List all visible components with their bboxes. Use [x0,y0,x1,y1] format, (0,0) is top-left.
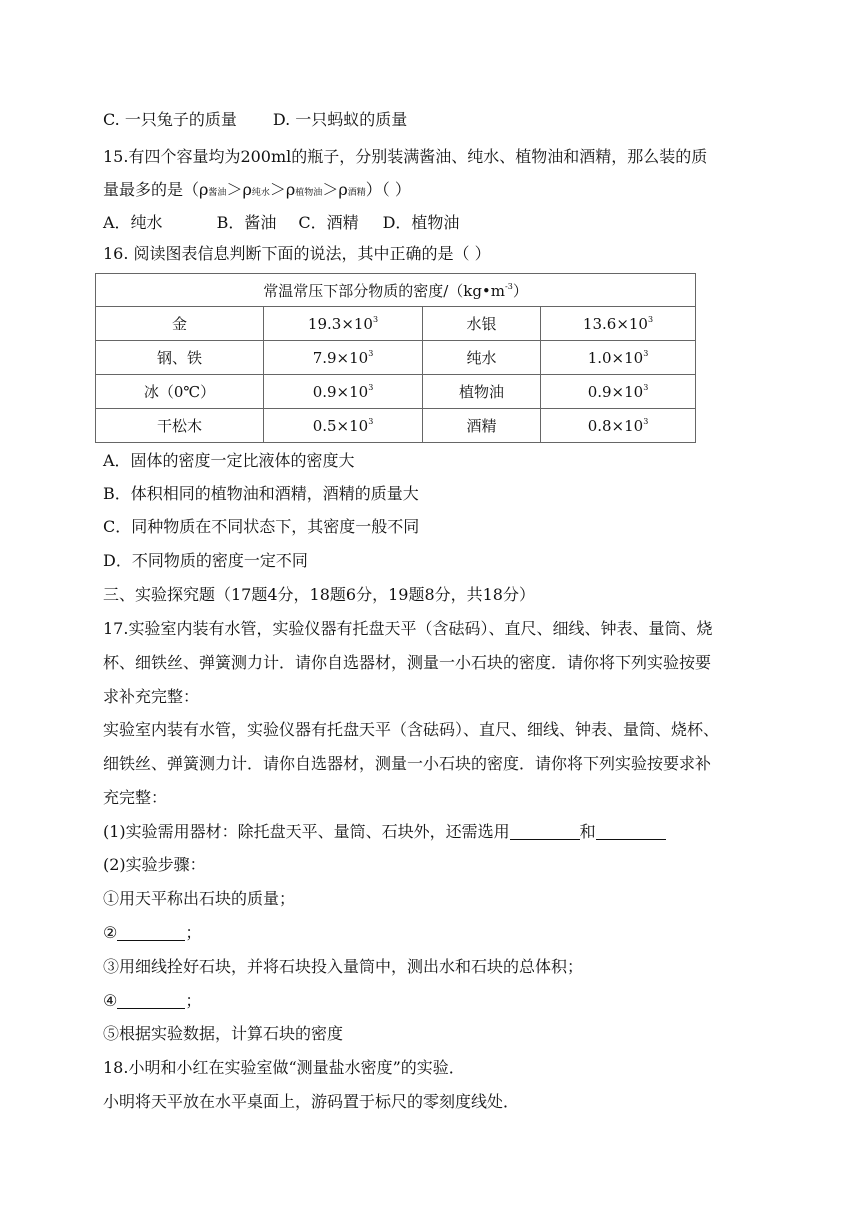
q15-stem-line2: 量最多的是（ρ酱油＞ρ纯水＞ρ植物油＞ρ酒精）（ ） [103,180,411,199]
substance-cell: 酒精 [423,409,541,443]
q16-option-c: C．同种物质在不同状态下，其密度一般不同 [103,517,420,536]
subscript-vegetable-oil: 植物油 [295,188,323,198]
answer-blank[interactable] [117,992,185,1009]
substance-cell: 植物油 [423,375,541,409]
q16-option-d: D．不同物质的密度一定不同 [103,551,308,570]
q17-step4: ④ ； [103,991,202,1010]
q14-options [103,110,407,130]
q17-step2: ② ； [103,923,202,942]
density-cell: $0.9\times 10^3$ [541,375,696,409]
q16-option-a: A．固体的密度一定比液体的密度大 [103,451,355,470]
q16-stem: 16. 阅读图表信息判断下面的说法，其中正确的是（ ） [103,244,491,263]
q17-step5: ⑤根据实验数据，计算石块的密度 [103,1024,344,1043]
q15-option-c: C．酒精 [298,213,359,232]
q17-part2: (2)实验步骤： [103,855,206,874]
density-table [95,273,696,443]
substance-cell: 纯水 [423,341,541,375]
table-row [96,307,696,341]
substance-cell: 水银 [423,307,541,341]
section-heading: 三、实验探究题（17题4分，18题6分，19题8分，共18分） [103,585,535,604]
density-cell: $0.9\times 10^3$ [264,375,423,409]
q18-line1: 18.小明和小红在实验室做“测量盐水密度”的实验． [103,1058,465,1077]
substance-cell: 干松木 [96,409,264,443]
table-row [96,375,696,409]
table-row [96,341,696,375]
table-row [96,409,696,443]
answer-blank[interactable] [117,924,185,941]
density-cell: $13.6\times 10^3$ [541,307,696,341]
density-cell: $0.5\times 10^3$ [264,409,423,443]
subscript-alcohol: 酒精 [347,188,366,198]
q17-line2: 杯、细铁丝、弹簧测力计．请你自选器材，测量一小石块的密度．请你将下列实验按要 [103,653,712,672]
density-cell: $7.9\times 10^3$ [264,341,423,375]
answer-blank[interactable] [510,823,580,840]
density-cell: $19.3\times 10^3$ [264,307,423,341]
q14-option-d: D. 一只蚂蚁的质量 [272,110,408,129]
table-title-row [96,274,696,307]
q17-line3: 求补充完整： [103,687,200,706]
substance-cell: 冰（0℃） [96,375,264,409]
answer-blank[interactable] [596,823,666,840]
substance-cell: 金 [96,307,264,341]
q17-part1: (1)实验需用器材：除托盘天平、量筒、石块外，还需选用 和 [103,822,666,842]
q17-step3: ③用细线拴好石块，并将石块投入量筒中，测出水和石块的总体积； [103,957,584,976]
table-title: 常温常压下部分物质的密度$/(kg•m^{-3})$ [96,274,696,307]
q18-line2: 小明将天平放在水平桌面上，游码置于标尺的零刻度线处． [103,1092,520,1111]
q15-stem-line1: 15.有四个容量均为200ml的瓶子，分别装满酱油、纯水、植物油和酒精，那么装的质 [103,147,708,166]
q15-option-d: D．植物油 [382,213,460,232]
q17-line1: 17.实验室内装有水管，实验仪器有托盘天平（含砝码）、直尺、细线、钟表、量筒、烧 [103,619,713,638]
q17-line4: 实验室内装有水管，实验仪器有托盘天平（含砝码）、直尺、细线、钟表、量筒、烧杯、 [103,720,720,739]
density-cell: $1.0\times 10^3$ [541,341,696,375]
q15-option-a: A．纯水 [103,213,163,232]
q17-line6: 充完整： [103,788,168,807]
q15-options [103,213,459,233]
subscript-pure-water: 纯水 [251,188,270,198]
density-cell: $0.8\times 10^3$ [541,409,696,443]
q17-step1: ①用天平称出石块的质量； [103,889,296,908]
q14-option-c: C. 一只兔子的质量 [103,110,237,129]
q17-line5: 细铁丝、弹簧测力计．请你自选器材，测量一小石块的密度．请你将下列实验按要求补 [103,754,712,773]
q16-option-b: B．体积相同的植物油和酒精，酒精的质量大 [103,484,419,503]
subscript-soy-sauce: 酱油 [208,188,227,198]
q15-option-b: B．酱油 [216,213,277,232]
substance-cell: 钢、铁 [96,341,264,375]
